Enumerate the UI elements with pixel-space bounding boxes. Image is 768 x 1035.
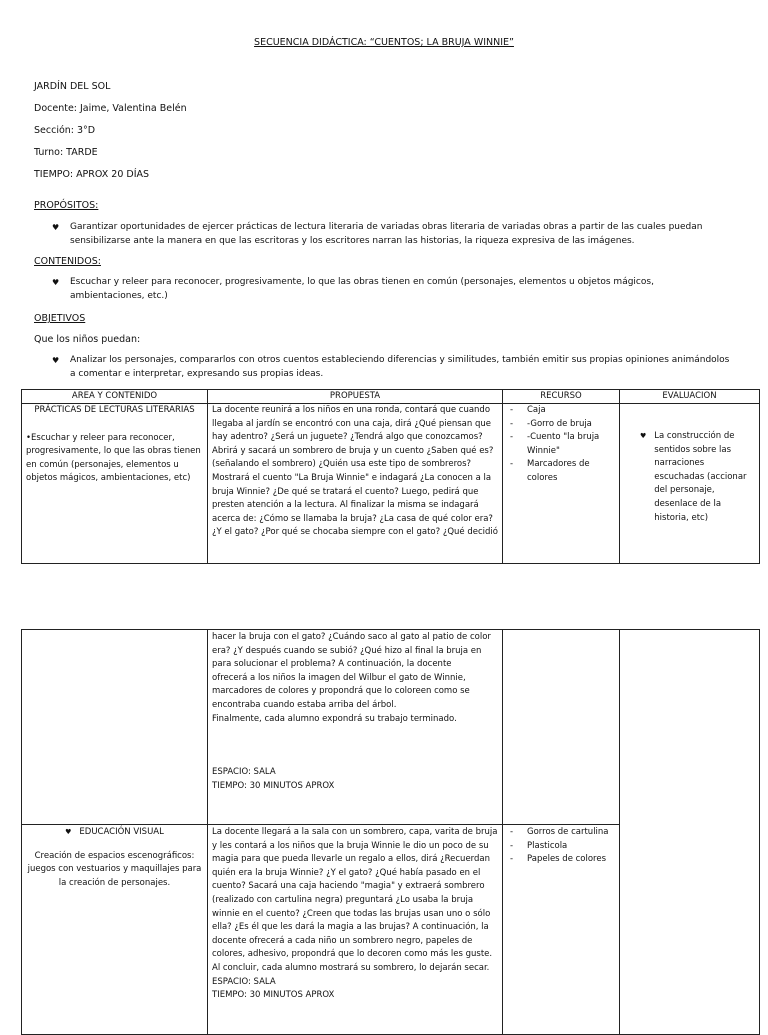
recurso-list bbox=[507, 404, 615, 486]
section: Sección: 3°D bbox=[34, 125, 96, 136]
propuesta-cell bbox=[208, 630, 503, 825]
area-text: •Escuchar y releer para reconocer, progresivamente, lo que las obras tienen en común (personajes, elementos u objetos mágicos, ambientaciones, etc) bbox=[26, 432, 201, 484]
area-cell bbox=[22, 825, 208, 1035]
heart-bullet-icon: ♥ bbox=[52, 356, 60, 365]
recurso-item: - Marcadores de colores bbox=[507, 458, 615, 485]
recurso-item: - -Gorro de bruja bbox=[507, 418, 615, 432]
header-evaluacion: EVALUACION bbox=[620, 390, 760, 404]
recurso-item: - -Cuento "la bruja Winnie" bbox=[507, 431, 615, 458]
espacio-label: ESPACIO: SALA bbox=[212, 976, 276, 987]
tiempo-label: TIEMPO: 30 MINUTOS APROX bbox=[212, 780, 335, 791]
duration: TIEMPO: APROX 20 DÍAS bbox=[34, 169, 150, 180]
document-title: SECUENCIA DIDÁCTICA: “CUENTOS; LA BRUJA WINNIE” bbox=[254, 37, 514, 48]
recurso-item: - Gorros de cartulina bbox=[507, 826, 615, 840]
heart-bullet-icon: ♥ bbox=[640, 432, 647, 440]
propuesta-cell bbox=[208, 825, 503, 1035]
evaluacion-cell-empty bbox=[620, 630, 760, 1035]
objetivos-heading: OBJETIVOS bbox=[34, 313, 86, 324]
evaluacion-text: La construcción de sentidos sobre las narraciones escuchadas (accionar del personaje, desenlace de la historia, etc) bbox=[654, 431, 747, 523]
header-area: AREA Y CONTENIDO bbox=[22, 390, 208, 404]
evaluacion-cell bbox=[620, 404, 760, 564]
propuesta-text: ofrecerá a los niños la imagen del Wilbur el gato de Winnie, marcadores de colores y propondrá que lo coloreen como se encontraba cuando estaba arriba del árbol. bbox=[212, 672, 470, 710]
objetivos-text: Analizar los personajes, compararlos con otros cuentos estableciendo diferencias y similitudes, también emitir sus propias opiniones animándolos a comentar e interpretar, expresando sus propias ideas. bbox=[70, 355, 730, 379]
propositos-text: Garantizar oportunidades de ejercer prácticas de lectura literaria de variadas obras literaria de variadas obras a partir de las cuales puedan sensibilizarse ante la manera en que las escritoras y los escritores narran las historias, la riqueza expresiva de las imágenes. bbox=[70, 222, 703, 246]
planning-table-bottom bbox=[21, 629, 760, 1035]
recurso-item: - Caja bbox=[507, 404, 615, 418]
espacio-label: ESPACIO: SALA bbox=[212, 767, 276, 778]
header-propuesta: PROPUESTA bbox=[208, 390, 503, 404]
objetivos-intro: Que los niños puedan: bbox=[34, 334, 141, 345]
propuesta-text: La docente reunirá a los niños en una ronda, contará que cuando llegaba al jardín se encontró con una caja, dirá ¿Qué piensan que hay adentro? ¿Será un juguete? ¿Tendrá algo que conozcamos? Abrirá y sacará un sombrero de bruja y un cuento ¿Saben qué es? (señalando el sombrero) ¿Quién usa este tipo de sombreros? Mostrará el cuento "La Bruja Winnie" e indagará ¿La conocen a la bruja Winnie? ¿De qué se tratará el cuento? Luego, pedirá que presten atención a la lectura. Al finalizar la misma se indagará acerca de: ¿Cómo se llamaba la bruja? ¿La casa de qué color era? ¿Y el gato? ¿Por qué se chocaba siempre con el gato? ¿Qué decidió bbox=[212, 405, 498, 538]
contenidos-text: Escuchar y releer para reconocer, progresivamente, lo que las obras tienen en común (personajes, elementos u objetos mágicos, ambientaciones, etc.) bbox=[70, 277, 654, 301]
recurso-cell bbox=[503, 404, 620, 564]
planning-table-top bbox=[21, 389, 760, 564]
heart-bullet-icon: ♥ bbox=[65, 828, 72, 836]
recurso-cell-empty bbox=[503, 630, 620, 825]
tiempo-label: TIEMPO: 30 MINUTOS APROX bbox=[212, 990, 335, 1001]
area-title: PRÁCTICAS DE LECTURAS LITERARIAS bbox=[34, 405, 195, 415]
recurso-item: - Plasticola bbox=[507, 840, 615, 854]
school-name: JARDÍN DEL SOL bbox=[34, 81, 111, 92]
recurso-item: - Papeles de colores bbox=[507, 853, 615, 867]
recurso-cell bbox=[503, 825, 620, 1035]
teacher-name: Docente: Jaime, Valentina Belén bbox=[34, 103, 187, 114]
heart-bullet-icon: ♥ bbox=[52, 223, 60, 232]
heart-bullet-icon: ♥ bbox=[52, 278, 60, 287]
propuesta-text: Finalmente, cada alumno expondrá su trabajo terminado. bbox=[212, 713, 457, 724]
propositos-heading: PROPÓSITOS: bbox=[34, 200, 99, 211]
area-text: Creación de espacios escenográficos: juegos con vestuarios y maquillajes para la creación de personajes. bbox=[27, 850, 202, 888]
propuesta-cell bbox=[208, 404, 503, 564]
area-title: EDUCACIÓN VISUAL bbox=[79, 827, 164, 837]
shift: Turno: TARDE bbox=[34, 147, 98, 158]
propuesta-text: hacer la bruja con el gato? ¿Cuándo saco al gato al patio de color era? ¿Y después cuando se subió? ¿Qué hizo al final la bruja en para solucionar el problema? A continuación, la docente bbox=[212, 632, 491, 670]
recurso-list bbox=[507, 825, 615, 867]
area-cell bbox=[22, 404, 208, 564]
contenidos-heading: CONTENIDOS: bbox=[34, 256, 101, 267]
propuesta-text: La docente llegará a la sala con un sombrero, capa, varita de bruja y les contará a los niños que la bruja Winnie le dio un poco de su magia para que pueda llevarle un regalo a ellos, dirá ¿Recuerdan quién era la bruja Winnie? ¿Y el gato? ¿Qué había pasado en el cuento? Sacará una caja haciendo "magia" y extraerá sombrero (realizado con cartulina negra) preguntará ¿Lo usaba la bruja winnie en el cuento? ¿Creen que todas las brujas usan uno o sólo ella? ¿Es él que les dará la magia a las brujas? A continuación, la docente ofrecerá a cada niño un sombrero negro, papeles de colores, adhesivo, propondrá que lo decoren como más les guste. Al concluir, cada alumno mostrará su sombrero, lo dejarán secar. bbox=[212, 827, 498, 973]
header-recurso: RECURSO bbox=[503, 390, 620, 404]
area-cell-empty bbox=[22, 630, 208, 825]
